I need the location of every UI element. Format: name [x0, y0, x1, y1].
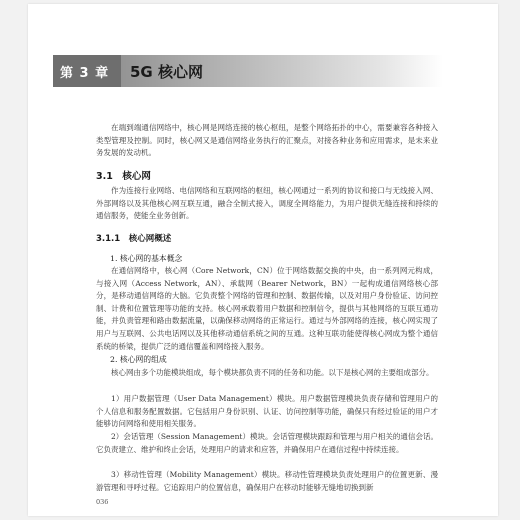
subheading-basic-concept: 1. 核心网的基本概念 — [110, 254, 183, 263]
intro-paragraph: 在端到端通信网络中，核心网是网络连接的核心枢纽，是整个网络拓扑的中心，需要兼容各种接入类型管理及控制。同时，核心网又是通信网络业务执行的汇聚点，对接各种业务和应用需求，是未来业务发展的发动机。 — [96, 123, 438, 158]
chapter-title: 5G 核心网 — [130, 63, 203, 81]
basic-concept-paragraph: 在通信网络中，核心网（Core Network，CN）位于网络数据交换的中央，由一系列网元构成，与接入网（Access Network，AN）、承载网（Bearer Network，BN）一起构成通信网络核心部分，是移动通信网络的大脑。它负责整个网络的管理和控制、数据传输，以及对用户身份验证、访问控制、计费和位置管理等功能的支持。核心网承载着用户数据和控制信令，提供与其他网络的互联互通功能，并负责管理和路由数据流量，以确保移动网络的正常运行。通过与外部网络的连接，核心网实现了用户与互联网、公共电话网以及其他移动通信系统之间的互通。这种互联功能使得核心网成为整个通信系统的桥梁，提供广泛的通信覆盖和网络接入服务。 — [96, 266, 438, 351]
page-number: 036 — [96, 498, 109, 506]
section-heading-3-1: 3.1 核心网 — [96, 171, 151, 182]
section-heading-3-1-1: 3.1.1 核心网概述 — [96, 234, 172, 244]
composition-paragraph: 核心网由多个功能模块组成，每个模块都负责不同的任务和功能。以下是核心网的主要组成部分。 — [111, 368, 434, 377]
chapter-number: 第 3 章 — [60, 66, 110, 81]
subheading-composition: 2. 核心网的组成 — [110, 355, 167, 364]
module-3-paragraph: 3）移动性管理（Mobility Management）模块。移动性管理模块负责处理用户的位置更新、漫游管理和寻呼过程。它追踪用户的位置信息，确保用户在移动时能够无缝地切换到新 — [96, 470, 438, 492]
module-2-paragraph: 2）会话管理（Session Management）模块。会话管理模块跟踪和管理与用户相关的通信会话。它负责建立、维护和终止会话，处理用户的请求和应答，并确保用户在通信过程中持续连接。 — [96, 432, 438, 454]
section-3-1-paragraph: 作为连接行业网络、电信网络和互联网络的枢纽，核心网通过一系列的协议和接口与无线接入网、外部网络以及其他核心网互联互通，融合全制式接入，调度全网络能力，为用户提供无缝连接和持续的通信服务，使能全业务创新。 — [96, 186, 438, 221]
module-1-paragraph: 1）用户数据管理（User Data Management）模块。用户数据管理模块负责存储和管理用户的个人信息和服务配置数据。它包括用户身份识别、认证、访问控制等功能，确保只有经过验证的用户才能够访问网络和使用相关服务。 — [96, 394, 438, 429]
